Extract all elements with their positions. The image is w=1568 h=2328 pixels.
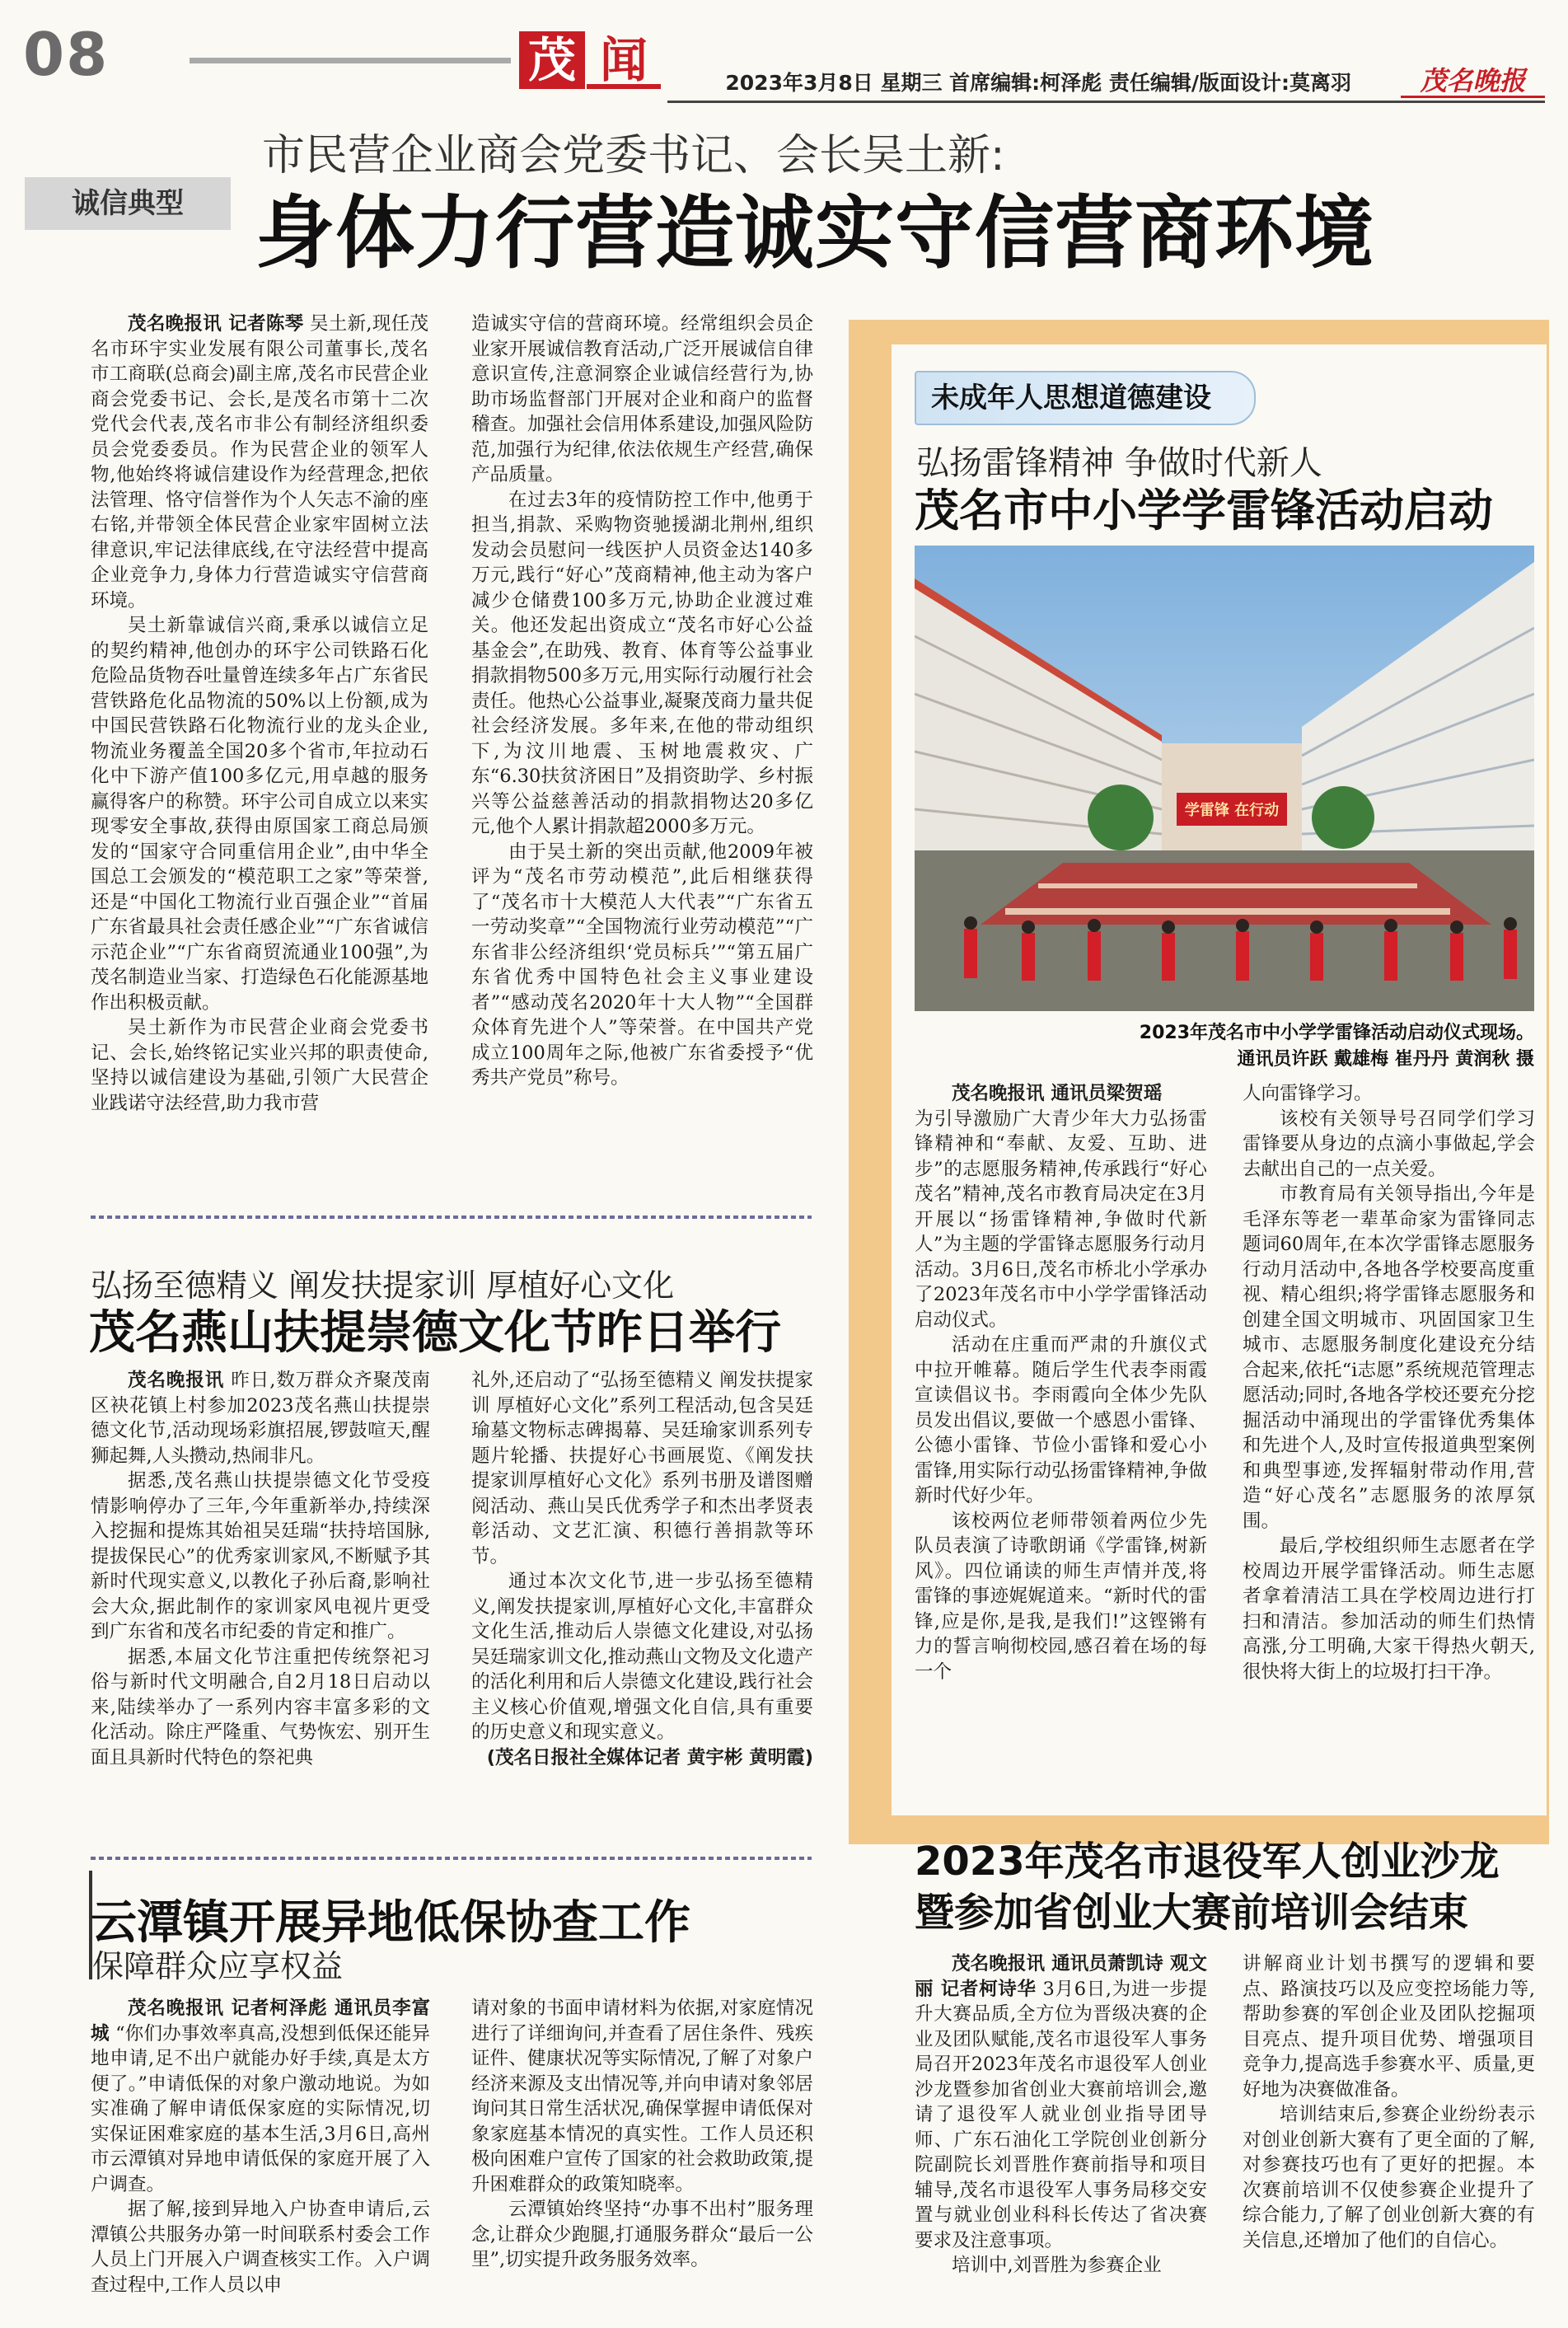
story4-paragraph: 3月6日,为进一步提升大赛品质,全方位为晋级决赛的企业及团队赋能,茂名市退役军人事务局召开2023年茂名市退役军人创业沙龙暨参加省创业大赛前培训会,邀请了退役军人就业创业指导团导师、广东石油化工学院创业创新分院副院长刘晋胜作赛前指导和项目辅导,茂名市退役军人事务局移交安置与就业创业科科长传达了省决赛要求及注意事项。 bbox=[915, 1978, 1207, 2251]
story2-paragraph: 礼外,还启动了“弘扬至德精义 阐发扶提家训 厚植好心文化”系列工程活动,包含吴廷瑜墓文物标志碑揭幕、吴廷瑜家训系列专题片轮播、扶提好心书画展览、《阐发扶提家训厚植好心文化》系列书册及谱图赠阅活动、燕山吴氏优秀学子和杰出孝贤表彰活动、文艺汇演、积德行善捐款等环节。 bbox=[471, 1370, 813, 1567]
panel-paragraph: 该校两位老师带领着两位少先队员表演了诗歌朗诵《学雷锋,树新风》。四位诵读的师生声情并茂,将雷锋的事迹娓娓道来。“新时代的雷锋,应是你,是我,是我们!”这铿锵有力的誓言响彻校园,感召着在场的每一个 bbox=[915, 1510, 1207, 1683]
story2-column-1 bbox=[91, 1368, 430, 1770]
story2-paragraph: 通过本次文化节,进一步弘扬至德精义,阐发扶提家训,厚植好心文化,丰富群众文化生活,推动后人崇德文化建设,对弘扬吴廷瑞家训文化,推动燕山文物及文化遗产的活化利用和后人崇德文化建设,践行社会主义核心价值观,增强文化自信,具有重要的历史意义和现实意义。 bbox=[471, 1571, 813, 1743]
panel-subtitle: 弘扬雷锋精神 争做时代新人 bbox=[916, 444, 1322, 482]
dateline: 2023年3月8日 星期三 首席编辑:柯泽彪 责任编辑/版面设计:莫离羽 bbox=[725, 71, 1351, 95]
panel-paragraph: 活动在庄重而严肃的升旗仪式中拉开帷幕。随后学生代表李雨霞宣读倡议书。李雨霞向全体少先队员发出倡议,要做一个感恩小雷锋、公德小雷锋、节俭小雷锋和爱心小雷锋,用实际行动弘扬雷锋精神,争做新时代好少年。 bbox=[915, 1334, 1207, 1506]
lead-paragraph: 在过去3年的疫情防控工作中,他勇于担当,捐款、采购物资驰援湖北荆州,组织发动会员慰问一线医护人员资金达140多万元,践行“好心”茂商精神,他主动为客户减少仓储费100多万元,协助企业渡过难关。他还发起出资成立“茂名市好心公益基金会”,在助残、教育、体育等公益事业捐款捐物500多万元,用实际行动履行社会责任。他热心公益事业,凝聚茂商力量共促社会经济发展。多年来,在他的带动组织下,为汶川地震、玉树地震救灾、广东“6.30扶贫济困日”及捐资助学、乡村振兴等公益慈善活动的捐款捐物达20多亿元,他个人累计捐款超2000多万元。 bbox=[471, 489, 813, 837]
event-photo bbox=[915, 546, 1534, 1011]
story4-column-1 bbox=[915, 1951, 1207, 2279]
story2-credit: (茂名日报社全媒体记者 黄宇彬 黄明霞) bbox=[486, 1746, 813, 1768]
section-divider bbox=[91, 1216, 812, 1219]
section-char-1: 茂 bbox=[519, 31, 585, 89]
story4-headline-line: 暨参加省创业大赛前培训会结束 bbox=[915, 1890, 1469, 1937]
story4-column-2 bbox=[1243, 1951, 1535, 2253]
panel-topic-tag: 未成年人思想道德建设 bbox=[915, 371, 1256, 425]
story3-paragraph: 云潭镇始终坚持“办事不出村”服务理念,让群众少跑腿,打通服务群众“最后一公里”,切实提升政务服务效率。 bbox=[471, 2199, 813, 2270]
story3-paragraph: 请对象的书面申请材料为依据,对家庭情况进行了详细询问,并查看了居住条件、残疾证件、健康状况等实际情况,了解了对象户经济来源及支出情况等,并向申请对象邻居询问其日常生活状况,确保掌握申请低保对象家庭基本情况的真实性。工作人员还积极向困难户宣传了国家的社会救助政策,提升困难群众的政策知晓率。 bbox=[471, 1998, 813, 2195]
story2-paragraph: 昨日,数万群众齐聚茂南区袂花镇上村参加2023茂名燕山扶提崇德文化节,活动现场彩旗招展,锣鼓喧天,醒狮起舞,人头攒动,热闹非凡。 bbox=[91, 1370, 430, 1467]
story2-paragraph: 据悉,茂名燕山扶提崇德文化节受疫情影响停办了三年,今年重新举办,持续深入挖掘和提炼其始祖吴廷瑞“扶持培国脉,提拔保民心”的优秀家训家风,不断赋予其新时代现实意义,以教化子孙后裔,影响社会大众,据此制作的家训家风电视片更受到广东省和茂名市纪委的肯定和推广。 bbox=[91, 1470, 430, 1642]
event-photo-illustration bbox=[915, 546, 1534, 1011]
paper-logo: 茂名晚报 bbox=[1401, 66, 1545, 98]
panel-column-1 bbox=[915, 1081, 1207, 1684]
page-number: 08 bbox=[23, 20, 110, 89]
story3-headline: 云潭镇开展异地低保协查工作 bbox=[91, 1896, 690, 1950]
story3-column-2 bbox=[471, 1996, 813, 2273]
panel-byline: 茂名晚报讯 通讯员梁贺瑶 bbox=[952, 1083, 1163, 1104]
section-divider bbox=[91, 1857, 812, 1860]
panel-paragraph: 为引导激励广大青少年大力弘扬雷锋精神和“奉献、友爱、互助、进步”的志愿服务精神,传承践行“好心茂名”精神,茂名市教育局决定在3月开展以“扬雷锋精神,争做时代新人”为主题的学雷锋志愿服务行动月活动。3月6日,茂名市桥北小学承办了2023年茂名市中小学学雷锋活动启动仪式。 bbox=[915, 1108, 1207, 1331]
story2-subtitle: 弘扬至德精义 阐发扶提家训 厚植好心文化 bbox=[91, 1267, 675, 1304]
story4-headline bbox=[915, 1836, 1549, 1939]
story2-paragraph: 据悉,本届文化节注重把传统祭祀习俗与新时代文明融合,自2月18日启动以来,陆续举办了一系列内容丰富多彩的文化活动。除庄严隆重、气势恢宏、别开生面且具新时代特色的祭祀典 bbox=[91, 1646, 430, 1768]
story4-paragraph: 讲解商业计划书撰写的逻辑和要点、路演技巧以及应变控场能力等,帮助参赛的军创企业及团队挖掘项目亮点、提升项目优势、增强项目竞争力,提高选手参赛水平、质量,更好地为决赛做准备。 bbox=[1243, 1953, 1535, 2101]
panel-paragraph: 该校有关领导号召同学们学习雷锋要从身边的点滴小事做起,学会去献出自己的一点关爱。 bbox=[1243, 1108, 1535, 1180]
story4-byline: 茂名晚报讯 通讯员萧凯诗 观文丽 记者柯诗华 bbox=[915, 1953, 1207, 2000]
lead-paragraph: 吴土新靠诚信兴商,秉承以诚信立足的契约精神,他创办的环宇公司铁路石化危险品货物吞吐量曾连续多年占广东省民营铁路危化品物流的50%以上份额,成为中国民营铁路石化物流行业的龙头企业,物流业务覆盖全国20多个省市,年拉动石化中下游产值100多亿元,用卓越的服务赢得客户的称赞。环宇公司自成立以来实现零安全事故,获得由原国家工商总局颁发的“国家守合同重信用企业”,由中华全国总工会颁发的“模范职工之家”等荣誉,还是“中国化工物流行业百强企业”“首届广东省最具社会责任感企业”“广东省诚信示范企业”“广东省商贸流通业100强”,为茂名制造业当家、打造绿色石化能源基地作出积极贡献。 bbox=[91, 615, 428, 1014]
panel-headline: 茂名市中小学学雷锋活动启动 bbox=[915, 485, 1493, 536]
lead-category-tag: 诚信典型 bbox=[25, 177, 231, 230]
story4-headline-line: 2023年茂名市退役军人创业沙龙 bbox=[915, 1839, 1500, 1885]
story4-paragraph: 培训中,刘晋胜为参赛企业 bbox=[952, 2255, 1162, 2276]
story3-byline: 茂名晚报讯 记者柯泽彪 通讯员李富城 bbox=[91, 1998, 430, 2045]
lead-column-2 bbox=[471, 311, 813, 1091]
lead-paragraph: 造诚实守信的营商环境。经常组织会员企业家开展诚信教育活动,广泛开展诚信自律意识宣传,注意洞察企业诚信经营行为,协助市场监督部门开展对企业和商户的监督稽查。加强社会信用体系建设,加强风险防范,加强行为纪律,依法依规生产经营,确保产品质量。 bbox=[471, 313, 813, 485]
stage-banner: 学雷锋 在行动 bbox=[1184, 802, 1280, 819]
lead-column-1 bbox=[91, 311, 428, 1116]
photo-credit-line: 通讯员许跃 戴雄梅 崔丹丹 黄润秋 摄 bbox=[1237, 1049, 1534, 1070]
story3-column-1 bbox=[91, 1996, 430, 2298]
photo-caption-line: 2023年茂名市中小学学雷锋活动启动仪式现场。 bbox=[1139, 1023, 1534, 1043]
header-rule bbox=[667, 101, 1545, 103]
story3-paragraph: “你们办事效率真高,没想到低保还能异地申请,足不出户就能办好手续,真是太方便了。”申请低保的对象户激动地说。为如实准确了解申请低保家庭的实际情况,切实保证困难家庭的基本生活,3月6日,高州市云潭镇对异地申请低保的家庭开展了入户调查。 bbox=[91, 2022, 431, 2195]
panel-paragraph: 人向雷锋学习。 bbox=[1243, 1083, 1373, 1104]
header-divider bbox=[190, 58, 511, 63]
lead-paragraph: 吴土新,现任茂名市环宇实业发展有限公司董事长,茂名市工商联(总商会)副主席,茂名市民营企业商会党委书记、会长,是茂名市第十二次党代会代表,茂名市非公有制经济组织委员会党委委员。作为民营企业的领军人物,他始终将诚信建设作为经营理念,把依法管理、恪守信誉作为个人矢志不渝的座右铭,并带领全体民营企业家牢固树立法律意识,牢记法律底线,在守法经营中提高企业竞争力,身体力行营造诚实守信营商环境。 bbox=[91, 313, 428, 611]
lead-paragraph: 吴土新作为市民营企业商会党委书记、会长,始终铭记实业兴邦的职责使命,坚持以诚信建设为基础,引领广大民营企业践诺守法经营,助力我市营 bbox=[91, 1017, 428, 1114]
story3-subtitle: 保障群众应享权益 bbox=[92, 1948, 344, 1984]
section-char-2: 闻 bbox=[587, 31, 661, 89]
section-label bbox=[519, 31, 663, 89]
panel-paragraph: 市教育局有关领导指出,今年是毛泽东等老一辈革命家为雷锋同志题词60周年,在本次学雷锋志愿服务行动月活动中,各地各学校要高度重视、精心组织;将学雷锋志愿服务和创建全国文明城市、巩固国家卫生城市、志愿服务制度化建设充分结合起来,依托“i志愿”系统规范管理志愿活动;同时,各地各学校还要充分挖掘活动中涌现出的学雷锋优秀集体和先进个人,及时宣传报道典型案例和典型事迹,发挥辐射带动作用,营造“好心茂名”志愿服务的浓厚氛围。 bbox=[1243, 1183, 1535, 1532]
story4-paragraph: 培训结束后,参赛企业纷纷表示对创业创新大赛有了更全面的了解,对参赛技巧也有了更好的把握。本次赛前培训不仅使参赛企业提升了综合能力,了解了创业创新大赛的有关信息,还增加了他们的自信心。 bbox=[1243, 2104, 1535, 2251]
photo-caption bbox=[915, 1020, 1534, 1073]
story2-headline: 茂名燕山扶提崇德文化节昨日举行 bbox=[89, 1306, 781, 1360]
panel-paragraph: 最后,学校组织师生志愿者在学校周边开展学雷锋活动。师生志愿者拿着清洁工具在学校周边进行打扫和清洁。参加活动的师生们热情高涨,分工明确,大家干得热火朝天,很快将大街上的垃圾打扫干净。 bbox=[1243, 1535, 1535, 1683]
lead-paragraph: 由于吴土新的突出贡献,他2009年被评为“茂名市劳动模范”,此后相继获得了“茂名市十大模范人大代表”“广东省五一劳动奖章”“全国物流行业劳动模范”“广东省非公经济组织‘党员标兵’”“第五届广东省优秀中国特色社会主义事业建设者”“感动茂名2020年十大人物”“全国群众体育先进个人”等荣誉。在中国共产党成立100周年之际,他被广东省委授予“优秀共产党员”称号。 bbox=[471, 841, 813, 1089]
story3-paragraph: 据了解,接到异地入户协查申请后,云潭镇公共服务办第一时间联系村委会工作人员上门开展入户调查核实工作。入户调查过程中,工作人员以申 bbox=[91, 2199, 430, 2296]
panel-column-2 bbox=[1243, 1081, 1535, 1684]
story2-column-2 bbox=[471, 1368, 813, 1770]
lead-subtitle: 市民营企业商会党委书记、会长吴土新: bbox=[262, 131, 1005, 180]
lead-byline: 茂名晚报讯 记者陈琴 bbox=[128, 313, 304, 335]
story2-byline: 茂名晚报讯 bbox=[128, 1370, 225, 1391]
lead-headline: 身体力行营造诚实守信营商环境 bbox=[255, 187, 1374, 279]
